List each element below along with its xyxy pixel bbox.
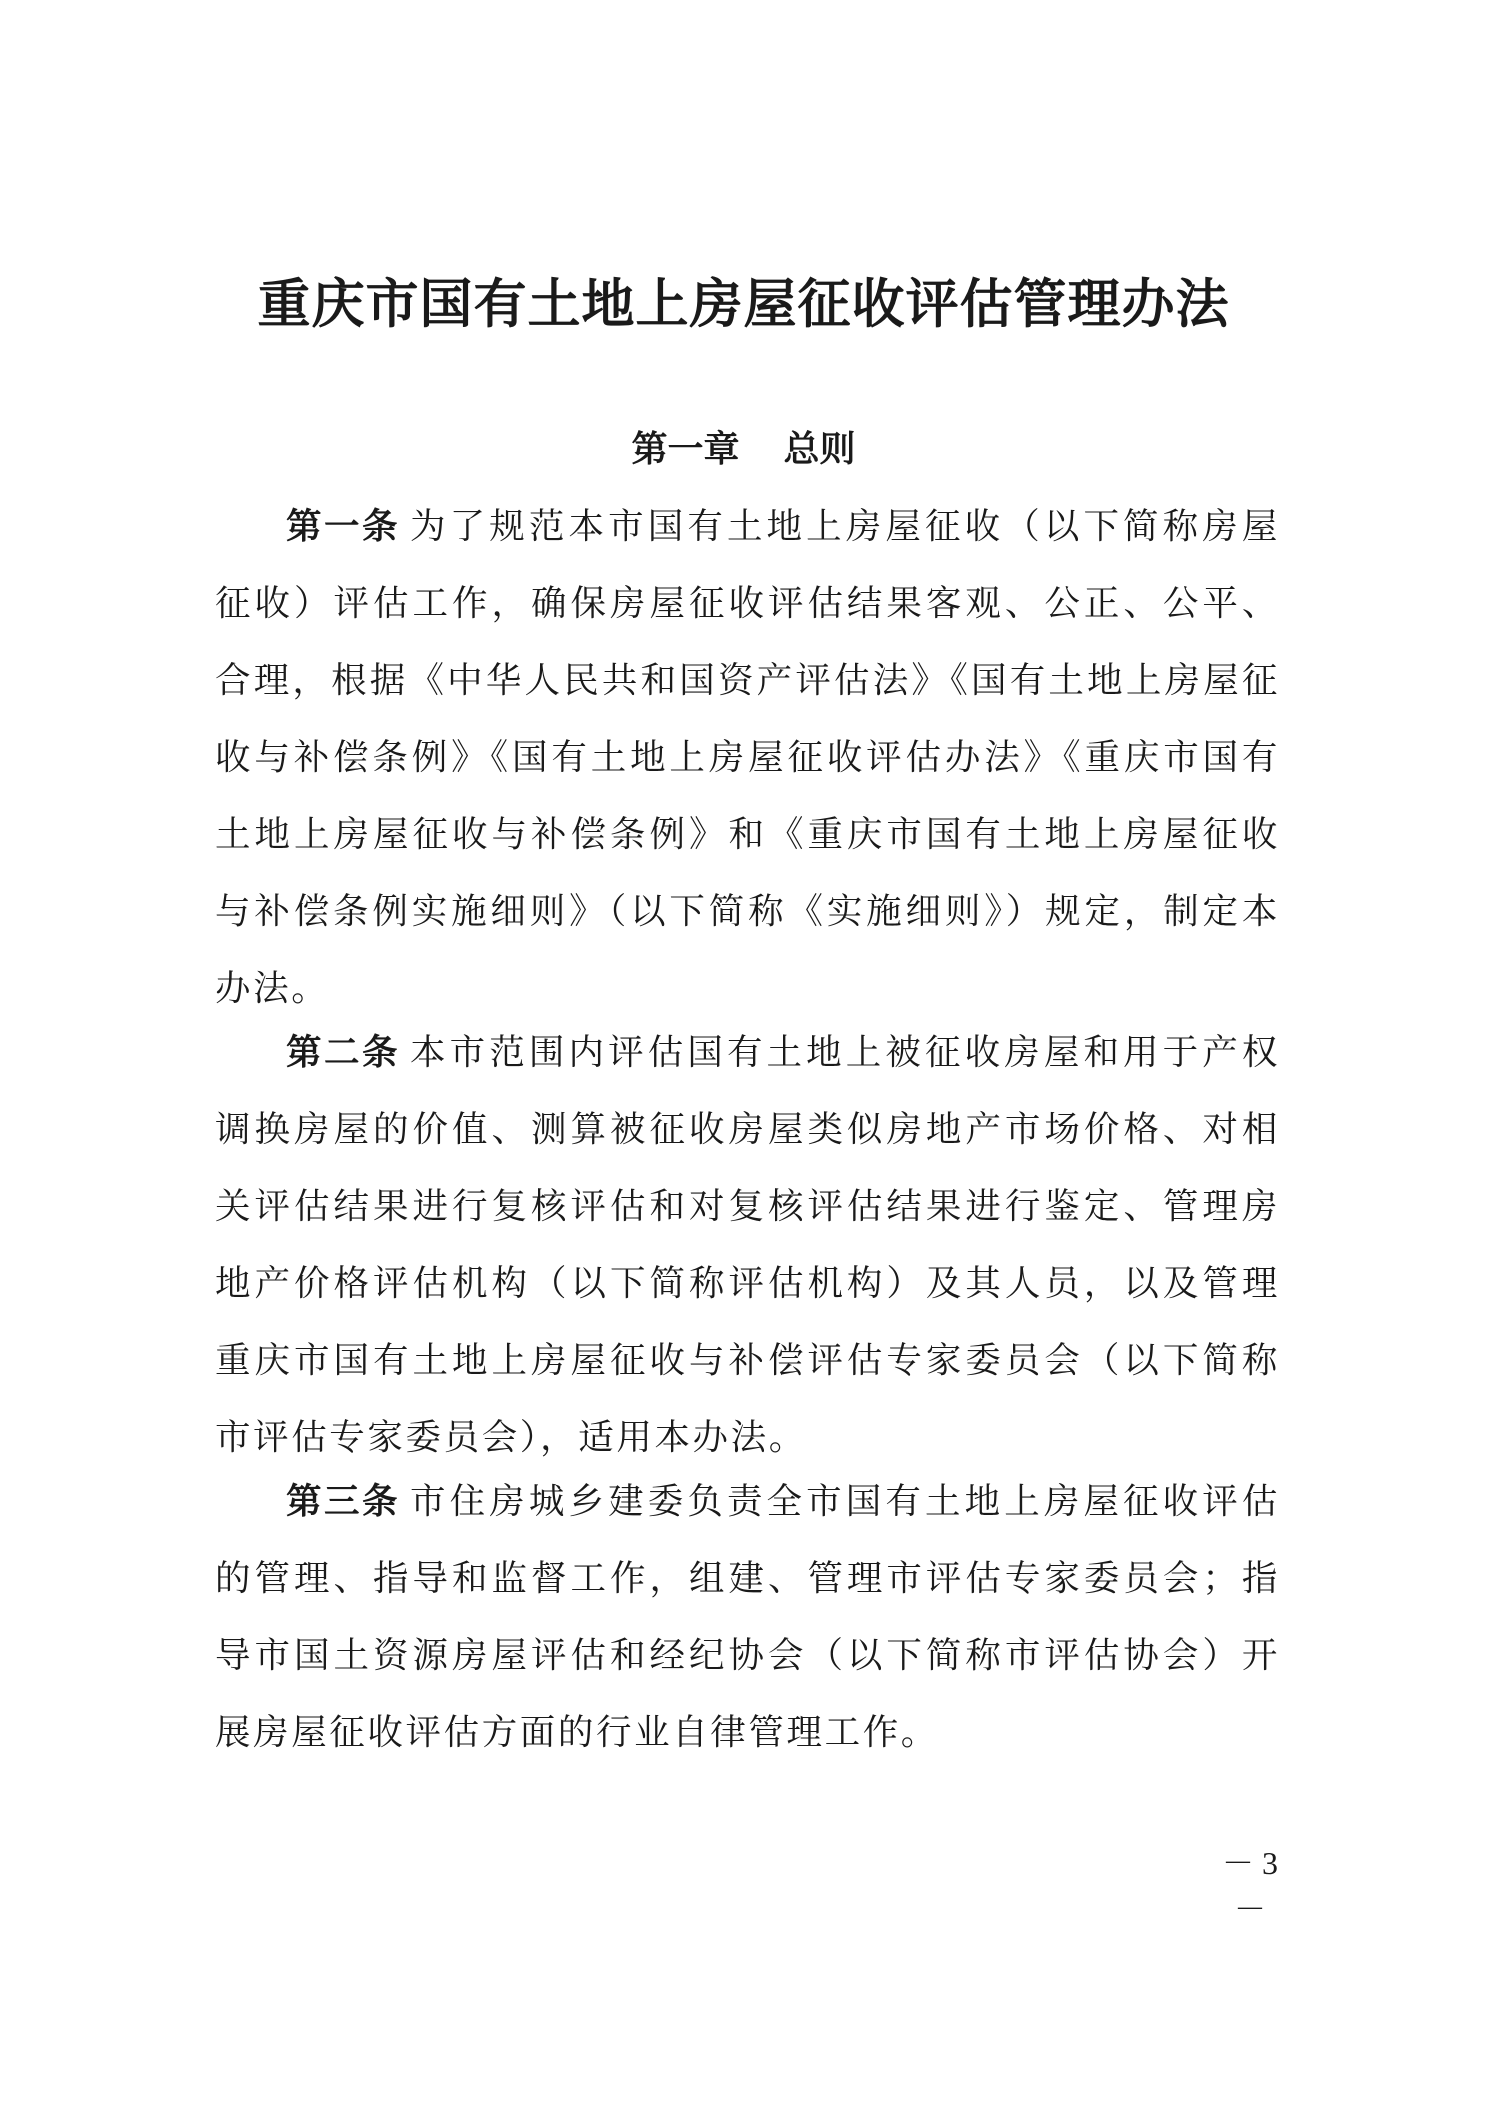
document-title: 重庆市国有土地上房屋征收评估管理办法 — [257, 274, 1230, 335]
chapter-number: 第一章 — [631, 429, 740, 470]
article-label: 第二条 — [286, 1032, 401, 1073]
article-3 — [215, 1463, 1280, 1771]
article-1 — [215, 488, 1280, 1027]
page-number: － 3 － — [1221, 1845, 1278, 1927]
chapter-heading — [0, 421, 1487, 472]
article-text: 本市范围内评估国有土地上被征收房屋和用于产权调换房屋的价值、测算被征收房屋类似房地产市场价格、对相关评估结果进行复核评估和对复核评估结果进行鉴定、管理房地产价格评估机构（以下简称评估机构）及其人员，以及管理重庆市国有土地上房屋征收与补偿评估专家委员会（以下简称市评估专家委员会），适用本办法。 — [215, 1032, 1280, 1458]
article-label: 第三条 — [286, 1481, 401, 1522]
article-text: 市住房城乡建委负责全市国有土地上房屋征收评估的管理、指导和监督工作，组建、管理市评估专家委员会；指导市国土资源房屋评估和经纪协会（以下简称市评估协会）开展房屋征收评估方面的行业自律管理工作。 — [215, 1481, 1280, 1753]
article-text: 为了规范本市国有土地上房屋征收（以下简称房屋征收）评估工作，确保房屋征收评估结果客观、公正、公平、合理，根据《中华人民共和国资产评估法》《国有土地上房屋征收与补偿条例》《国有土地上房屋征收评估办法》《重庆市国有土地上房屋征收与补偿条例》和《重庆市国有土地上房屋征收与补偿条例实施细则》（以下简称《实施细则》）规定，制定本办法。 — [215, 506, 1280, 1009]
article-label: 第一条 — [286, 506, 401, 547]
chapter-name: 总则 — [783, 429, 856, 470]
article-2 — [215, 1014, 1280, 1476]
